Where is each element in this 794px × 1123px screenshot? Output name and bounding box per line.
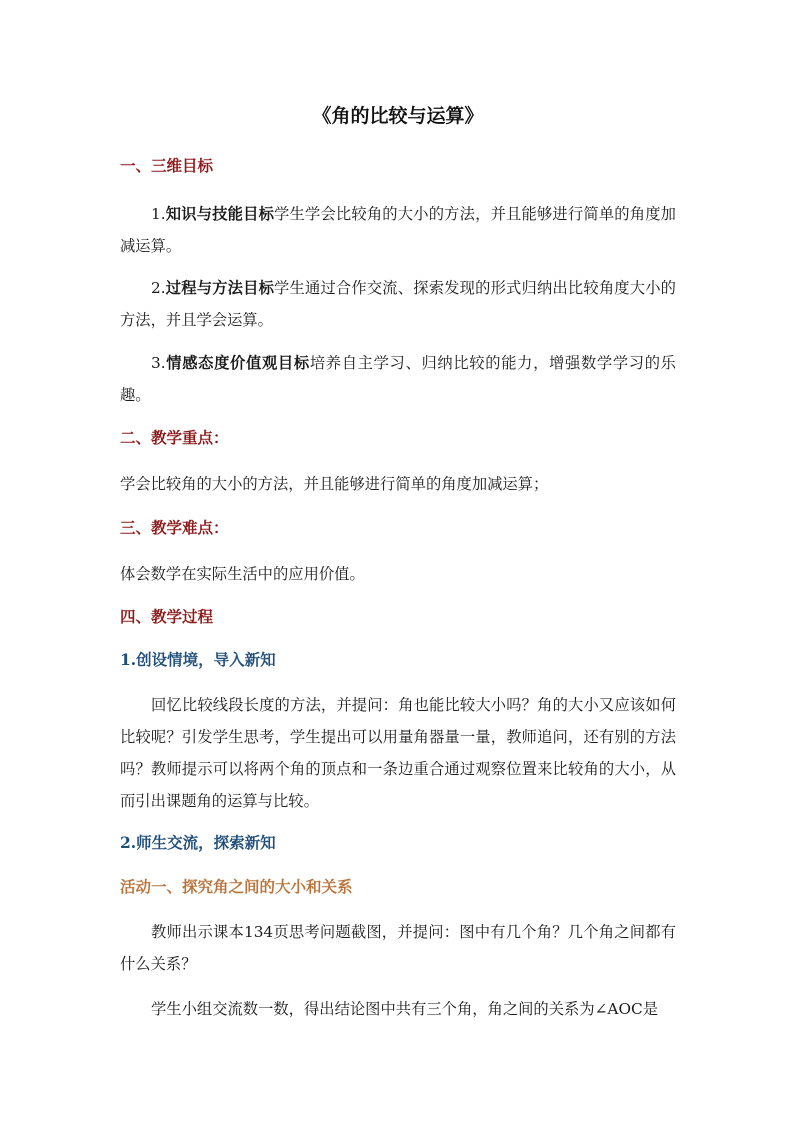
- process-step-1-heading: 1.创设情境，导入新知: [120, 650, 276, 669]
- goal-item-3: [120, 347, 676, 411]
- goal-item-2: [120, 272, 676, 336]
- goal-text: 培养自主学习、归纳比较的能力，增强数学学习的乐趣。: [120, 354, 676, 404]
- section-heading-process: 四、教学过程: [120, 607, 214, 626]
- goal-number: 2.: [151, 279, 166, 297]
- process-step-1-body: 回忆比较线段长度的方法，并提问：角也能比较大小吗？角的大小又应该如何比较呢？引发学生思考，学生提出可以用量角器量一量，教师追问，还有别的方法吗？教师提示可以将两个角的顶点和一条边重合通过观察位置来比较角的大小，从而引出课题角的运算与比较。: [120, 696, 676, 810]
- section-heading-focus: 二、教学重点：: [120, 428, 229, 447]
- goal-text: 学生学会比较角的大小的方法，并且能够进行简单的角度加减运算。: [120, 205, 676, 255]
- activity-1-body-2: 学生小组交流数一数，得出结论图中共有三个角，角之间的关系为∠AOC是: [151, 1000, 659, 1018]
- focus-text: 学会比较角的大小的方法，并且能够进行简单的角度加减运算；: [120, 475, 549, 493]
- goal-number: 1.: [151, 205, 166, 223]
- goal-item-1: [120, 198, 676, 262]
- section-heading-goals: 一、三维目标: [120, 156, 214, 175]
- difficulty-text: 体会数学在实际生活中的应用价值。: [120, 565, 365, 583]
- goal-label: 情感态度价值观目标: [165, 354, 310, 372]
- document-title: 《角的比较与运算》: [312, 105, 484, 127]
- activity-1-body-1: 教师出示课本134页思考问题截图，并提问：图中有几个角？几个角之间都有什么关系？: [120, 923, 676, 973]
- activity-1-heading: 活动一、探究角之间的大小和关系: [120, 877, 353, 896]
- process-step-2-heading: 2.师生交流，探索新知: [120, 833, 276, 852]
- goal-label: 过程与方法目标: [165, 279, 275, 297]
- goal-label: 知识与技能目标: [165, 205, 275, 223]
- goal-text: 学生通过合作交流、探索发现的形式归纳出比较角度大小的方法，并且学会运算。: [120, 279, 676, 329]
- goal-number: 3.: [151, 354, 166, 372]
- section-heading-difficulty: 三、教学难点：: [120, 518, 229, 537]
